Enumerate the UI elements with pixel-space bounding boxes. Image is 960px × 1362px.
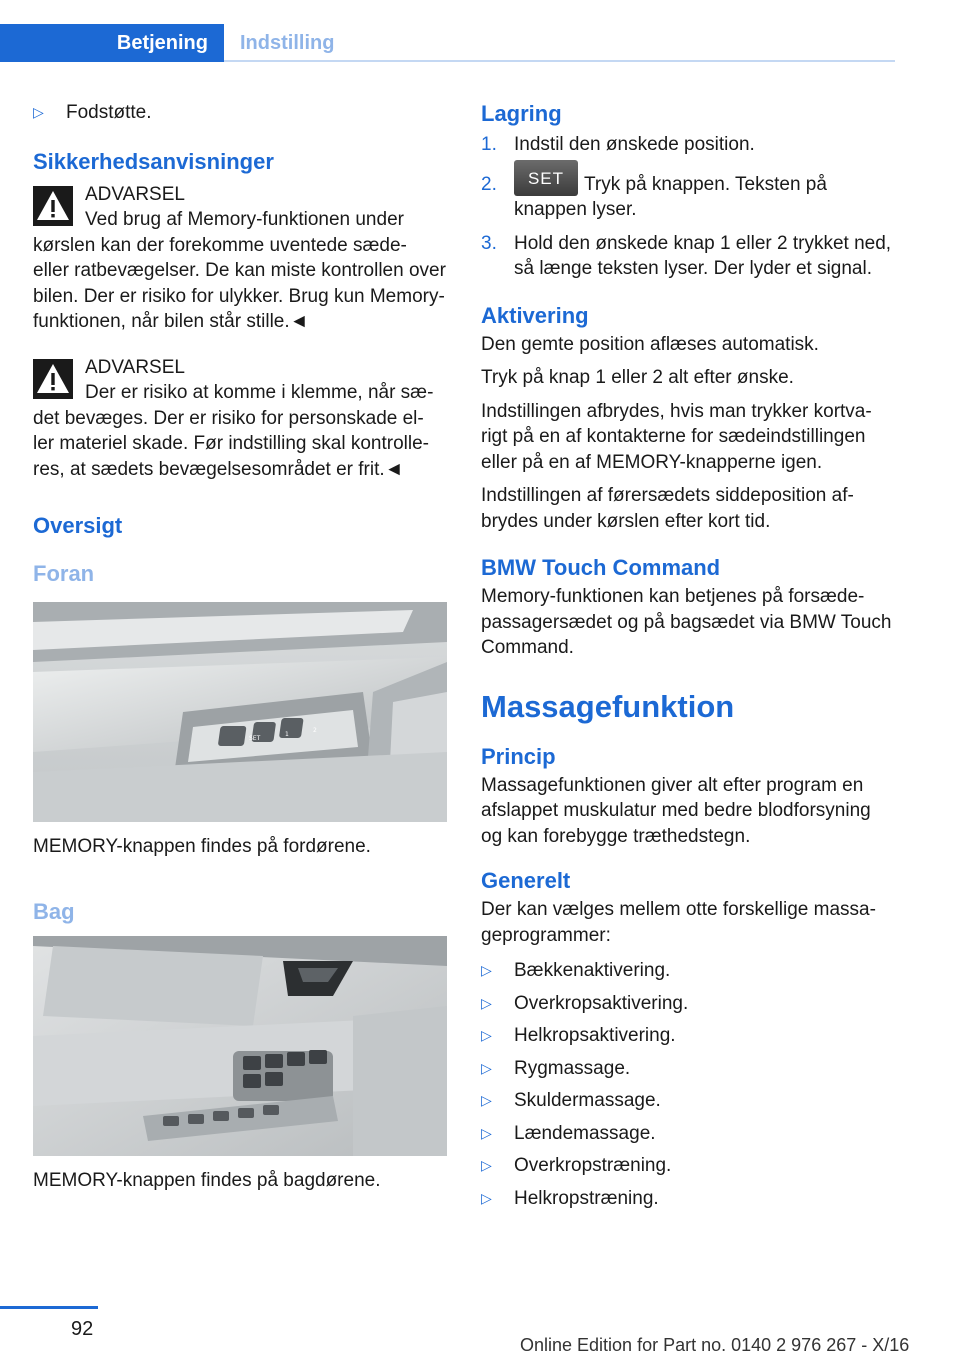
triangle-bullet-icon: ▷ (481, 1189, 492, 1206)
panel-1-label: 1 (285, 731, 289, 738)
bmw-touch-text: Memory-funktionen kan betjenes på forsæde- passagersædet og på bagsædet via BMW Touch Command. (481, 586, 892, 658)
list-item-text: Fodstøtte. (66, 102, 152, 123)
step-number: 1. (481, 134, 497, 155)
warning-text-first: Ved brug af Memory-funktionen under (85, 209, 404, 230)
step-text: Tryk på knappen. Teksten på knappen lyser. (514, 173, 827, 220)
list-item-text: Helkropsaktivering. (514, 1025, 676, 1046)
left-column (33, 100, 447, 1201)
activation-text-4: Indstillingen af førersædets siddeposition af- brydes under kørslen efter kort tid. (481, 485, 854, 532)
front-caption: MEMORY-knappen findes på fordørene. (33, 836, 371, 857)
list-item (481, 1088, 895, 1114)
list-item (481, 958, 895, 984)
list-item (481, 1186, 895, 1212)
list-item (33, 100, 447, 126)
right-column (481, 100, 895, 1218)
list-item-text: Overkropsaktivering. (514, 992, 689, 1014)
triangle-bullet-icon: ▷ (481, 1157, 492, 1173)
triangle-bullet-icon: ▷ (481, 1027, 492, 1043)
list-item (481, 1121, 895, 1147)
footer-rule (0, 1306, 98, 1309)
warning-box-2 (33, 355, 447, 483)
step-number: 2. (481, 173, 497, 195)
list-item-text: Bækkenaktivering. (514, 960, 671, 981)
triangle-bullet-icon: ▷ (481, 1092, 492, 1108)
warning-title: ADVARSEL (85, 183, 185, 205)
activation-text-2: Tryk på knap 1 eller 2 alt efter ønske. (481, 367, 794, 388)
principle-text: Massagefunktionen giver alt efter program en afslappet muskulatur med bedre blodforsyning og kan forebygge træthedstegn. (481, 774, 871, 847)
front-door-photo (33, 602, 447, 822)
warning-title: ADVARSEL (85, 356, 185, 378)
warning-text: kørslen kan der forekomme uventede sæde- eller ratbevægelser. De kan miste kontrollen over bilen. Der er risiko for ulykker. Brug kun Memory-funktionen, når bilen står stille.◄ (33, 234, 446, 332)
set-button: SET (514, 160, 578, 196)
triangle-bullet-icon: ▷ (481, 994, 492, 1011)
list-item-text: Overkropstræning. (514, 1155, 672, 1176)
triangle-bullet-icon: ▷ (481, 1059, 492, 1076)
rear-caption: MEMORY-knappen findes på bagdørene. (33, 1169, 381, 1191)
list-item (481, 1056, 895, 1082)
general-heading: Generelt (481, 868, 571, 893)
activation-text-1: Den gemte position aflæses automatisk. (481, 333, 819, 355)
activation-heading: Aktivering (481, 302, 589, 328)
step-2 (481, 168, 895, 223)
storage-heading: Lagring (481, 101, 562, 126)
step-text: Indstil den ønskede position. (514, 134, 755, 155)
warning-triangle-icon (33, 186, 73, 226)
list-item (481, 1023, 895, 1049)
safety-heading: Sikkerhedsanvisninger (33, 148, 274, 174)
list-item-text: Lændemassage. (514, 1122, 656, 1144)
triangle-bullet-icon: ▷ (33, 104, 44, 120)
warning-triangle-icon (33, 359, 73, 399)
list-item-text: Rygmassage. (514, 1057, 631, 1079)
triangle-bullet-icon: ▷ (481, 1124, 492, 1141)
list-item-text: Helkropstræning. (514, 1187, 659, 1209)
list-item-text: Skuldermassage. (514, 1090, 661, 1111)
list-item (481, 991, 895, 1017)
warning-box-1 (33, 182, 447, 335)
massage-heading: Massagefunktion (481, 688, 735, 724)
rear-door-photo (33, 936, 447, 1156)
tab-betjening[interactable]: Betjening (0, 24, 224, 62)
tab-divider (224, 60, 895, 62)
page-number: 92 (71, 1318, 94, 1340)
triangle-bullet-icon: ▷ (481, 962, 492, 978)
step-number: 3. (481, 232, 497, 254)
activation-text-3: Indstillingen afbrydes, hvis man trykker kortva- rigt på en af kontakterne for sædeindstillingen eller på en af MEMORY-knapperne igen. (481, 400, 872, 473)
rear-door-illustration (33, 936, 447, 1156)
general-text: Der kan vælges mellem otte forskellige massa- geprogrammer: (481, 899, 876, 946)
step-text-wrap (514, 168, 895, 223)
front-heading: Foran (33, 561, 95, 586)
list-item (481, 1153, 895, 1179)
panel-2-label: 2 (313, 727, 317, 734)
step-3 (481, 231, 895, 282)
warning-text-first: Der er risiko at komme i klemme, når sæ- (85, 382, 434, 403)
edition-text: Online Edition for Part no. 0140 2 976 267 - X/16 (520, 1335, 910, 1355)
front-door-illustration (33, 602, 447, 822)
step-1 (481, 132, 895, 158)
step-text: Hold den ønskede knap 1 eller 2 trykket ned, så længe teksten lyser. Der lyder et signal. (514, 232, 892, 279)
tab-indstilling[interactable]: Indstilling (240, 31, 335, 54)
bmw-touch-heading: BMW Touch Command (481, 555, 721, 580)
overview-heading: Oversigt (33, 513, 123, 538)
principle-heading: Princip (481, 743, 556, 769)
panel-set-label: SET (249, 735, 261, 742)
rear-heading: Bag (33, 898, 75, 924)
warning-text: det bevæges. Der er risiko for personskade el- ler materiel skade. Før indstilling skal kontrolle- res, at sædets bevægelsesområdet er frit.◄ (33, 407, 429, 480)
chapter-tabs (0, 24, 895, 62)
program-list (481, 958, 895, 1211)
